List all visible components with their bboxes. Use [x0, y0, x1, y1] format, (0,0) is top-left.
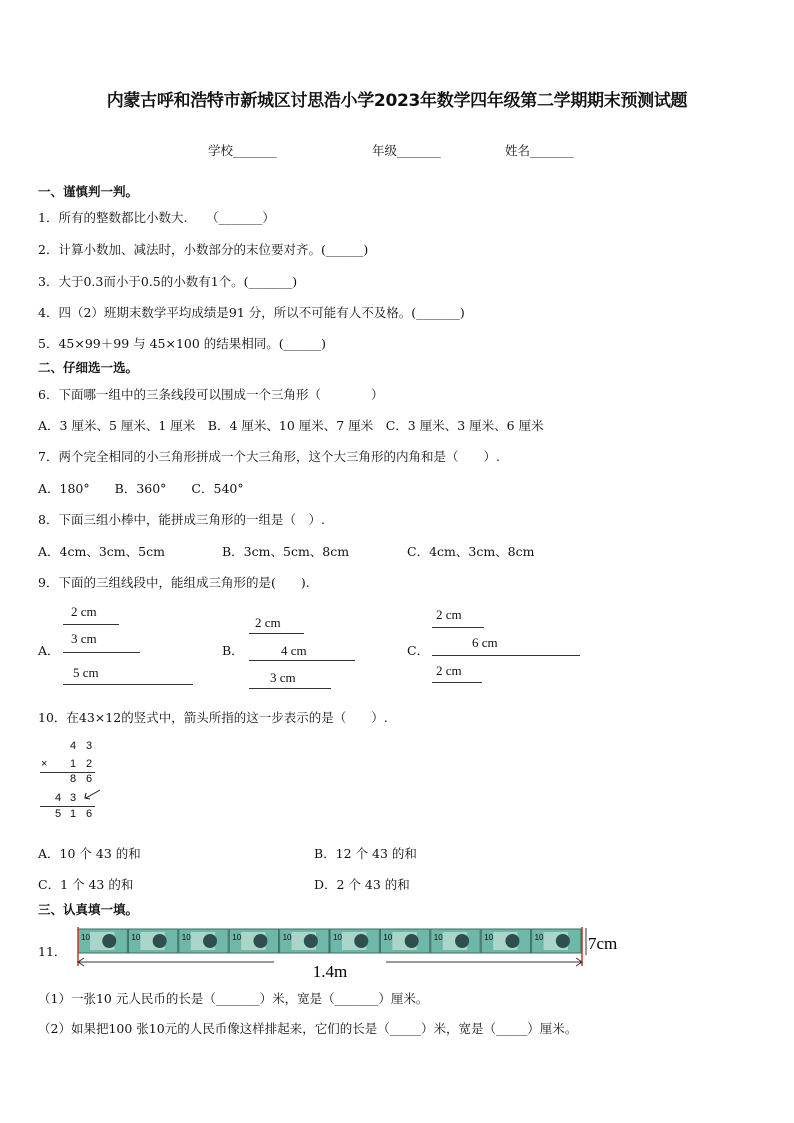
banknote [229, 929, 278, 953]
svg-text:10: 10 [181, 933, 191, 942]
q9-b-segment-3-label: 3 cm [270, 670, 296, 685]
q9-option-b-label: B． [222, 643, 244, 658]
q9-c-segment-1-label: 2 cm [436, 607, 462, 622]
mul-rule-2 [40, 806, 95, 807]
mul-row5-d3: 6 [86, 808, 93, 820]
question-11-part-2: （2）如果把100 张10元的人民币像这样排起来，它们的长是（_____）米，宽是（_____）厘米。 [38, 1021, 578, 1036]
section-heading-1: 一、谨慎判一判。 [38, 184, 139, 199]
svg-text:10: 10 [282, 933, 292, 942]
question-11: 11． [38, 944, 67, 959]
mul-row3-d1: 8 [70, 773, 77, 785]
banknote [431, 929, 480, 953]
banknote [380, 929, 429, 953]
svg-text:10: 10 [433, 933, 443, 942]
section-heading-2: 二、仔细选一选。 [38, 360, 139, 375]
mul-row1-d1: 4 [70, 740, 77, 752]
banknote [128, 929, 177, 953]
question-6-options: A．3 厘米、5 厘米、1 厘米 B．4 厘米、10 厘米、7 厘米 C．3 厘米、3 厘米、6 厘米 [38, 418, 544, 433]
mul-row5-d2: 1 [70, 808, 77, 820]
question-10-option-b: B．12 个 43 的和 [314, 846, 417, 861]
question-2: 2．计算小数加、减法时，小数部分的末位要对齐。(______) [38, 242, 369, 257]
school-field: 学校_______ [208, 143, 277, 158]
question-10-option-d: D．2 个 43 的和 [314, 877, 410, 892]
q9-b-segment-1 [249, 633, 304, 634]
question-7: 7．两个完全相同的小三角形拼成一个大三角形，这个大三角形的内角和是（ ）. [38, 449, 500, 464]
question-8: 8．下面三组小棒中，能拼成三角形的一组是（ ）. [38, 512, 325, 527]
q9-a-segment-2-label: 3 cm [71, 631, 97, 646]
q9-a-segment-1-label: 2 cm [71, 604, 97, 619]
mul-row5-d1: 5 [55, 808, 62, 820]
svg-text:10: 10 [333, 933, 342, 942]
q9-c-segment-2-label: 6 cm [472, 635, 498, 650]
arrow-icon [82, 788, 102, 802]
svg-text:10: 10 [534, 933, 544, 942]
q9-a-segment-1 [63, 624, 119, 625]
svg-text:10: 10 [131, 933, 141, 942]
question-8-option-a: A．4cm、3cm、5cm [38, 544, 165, 559]
q9-b-segment-2-label: 4 cm [281, 643, 307, 658]
question-6: 6．下面哪一组中的三条线段可以围成一个三角形（ ） [38, 387, 384, 402]
mul-row2-d2: 2 [86, 758, 93, 770]
grade-field: 年级_______ [372, 143, 441, 158]
q9-a-segment-2 [63, 652, 140, 653]
svg-text:10: 10 [383, 933, 393, 942]
length-label: 1.4m [312, 962, 348, 981]
section-heading-3: 三、认真填一填。 [38, 902, 139, 917]
banknote [78, 929, 127, 953]
mul-row3-d2: 6 [86, 773, 93, 785]
question-5: 5．45×99＋99 与 45×100 的结果相同。(______) [38, 336, 327, 351]
question-10-option-a: A．10 个 43 的和 [38, 846, 141, 861]
q9-c-segment-2 [432, 655, 580, 656]
question-10-option-c: C．1 个 43 的和 [38, 877, 134, 892]
banknote [280, 929, 329, 953]
question-11-part-1: （1）一张10 元人民币的长是（_______）米，宽是（_______）厘米。 [38, 991, 429, 1006]
money-strip [74, 924, 634, 982]
svg-text:10: 10 [232, 933, 242, 942]
q9-b-segment-2 [249, 660, 355, 661]
mul-row1-d2: 3 [86, 740, 93, 752]
question-8-option-c: C．4cm、3cm、8cm [407, 544, 535, 559]
q9-c-segment-3 [432, 682, 482, 683]
mul-row2-d1: 1 [70, 758, 77, 770]
banknote [179, 929, 228, 953]
q9-c-segment-3-label: 2 cm [436, 663, 462, 678]
q9-option-c-label: C． [407, 643, 430, 658]
svg-text:10: 10 [484, 933, 494, 942]
question-7-options: A．180° B．360° C．540° [38, 481, 244, 496]
question-3: 3．大于0.3而小于0.5的小数有1个。(_______) [38, 274, 298, 289]
q9-b-segment-1-label: 2 cm [255, 615, 281, 630]
banknote [481, 929, 530, 953]
mul-times-sign: × [41, 758, 48, 770]
svg-text:10: 10 [81, 933, 90, 942]
q9-a-segment-3 [63, 684, 193, 685]
question-1: 1．所有的整数都比小数大. （_______） [38, 210, 275, 225]
banknote [532, 929, 581, 953]
width-label: 7cm [588, 934, 618, 953]
question-8-option-b: B．3cm、5cm、8cm [222, 544, 350, 559]
mul-row4-d2: 3 [70, 792, 77, 804]
mul-row4-d1: 4 [55, 792, 62, 804]
name-field: 姓名_______ [505, 143, 574, 158]
q9-b-segment-3 [249, 688, 331, 689]
q9-option-a-label: A． [38, 643, 60, 658]
question-10: 10．在43×12的竖式中，箭头所指的这一步表示的是（ ）. [38, 710, 388, 725]
question-9: 9．下面的三组线段中，能组成三角形的是( ). [38, 575, 310, 590]
page-title: 内蒙古呼和浩特市新城区讨思浩小学2023年数学四年级第二学期期末预测试题 [106, 91, 688, 111]
banknote [330, 929, 379, 953]
q9-a-segment-3-label: 5 cm [73, 665, 99, 680]
question-4: 4．四（2）班期末数学平均成绩是91 分，所以不可能有人不及格。(_______) [38, 305, 465, 320]
q9-c-segment-1 [432, 627, 484, 628]
